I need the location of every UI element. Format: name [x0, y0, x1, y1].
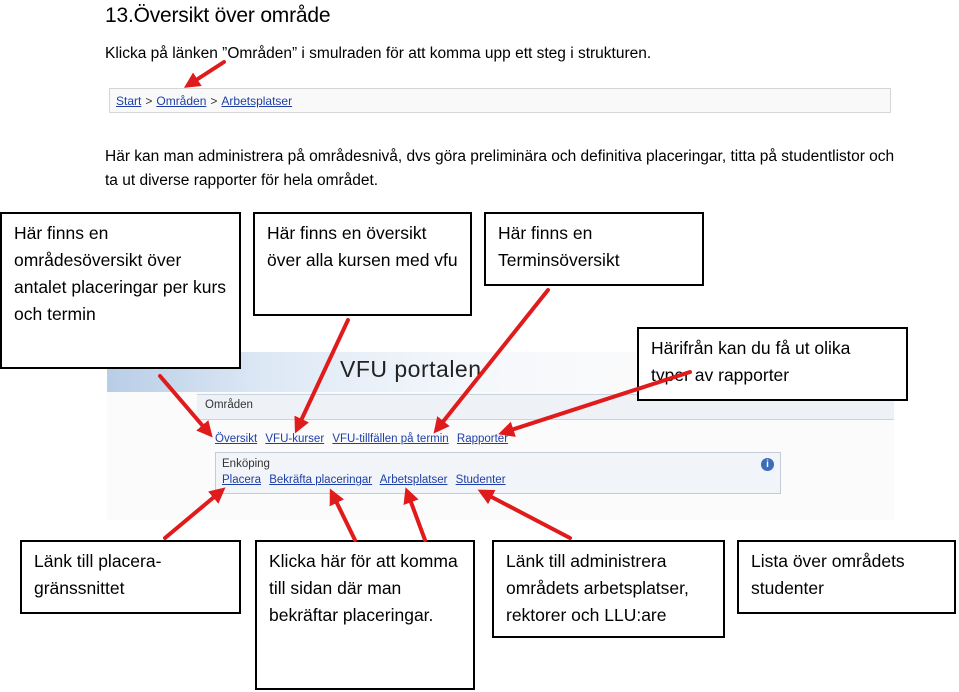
callout-bekrafta: Klicka här för att komma till sidan där man bekräftar placeringar. — [255, 540, 475, 690]
callout-rapporter: Härifrån kan du få ut olika typer av rapporter — [637, 327, 908, 401]
nav-vfu-kurser-link[interactable]: VFU-kurser — [265, 433, 325, 445]
breadcrumb-start-link[interactable]: Start — [116, 94, 142, 108]
breadcrumb-separator: > — [210, 94, 218, 108]
callout-kursoversikt: Här finns en översikt över alla kursen med vfu — [253, 212, 472, 316]
info-icon[interactable]: i — [761, 458, 774, 471]
callout-arbetsplatser: Länk till administrera områdets arbetsplatser, rektorer och LLU:are — [492, 540, 725, 638]
area-placera-link[interactable]: Placera — [222, 474, 261, 486]
area-arbetsplatser-link[interactable]: Arbetsplatser — [379, 474, 448, 486]
arrow-to-rapporter — [505, 372, 690, 432]
arrow-to-vfu-tillfallen — [438, 290, 548, 428]
description-text: Här kan man administrera på områdesnivå, dvs göra preliminära och definitiva placeringar, titta på studentlistor och ta ut diverse rapporter för hela området. — [105, 148, 895, 189]
heading-title: Översikt över område — [133, 4, 331, 27]
arrow-from-studenter — [484, 493, 570, 538]
intro-text: Klicka på länken ”Områden” i smulraden för att komma upp ett steg i strukturen. — [105, 45, 652, 62]
portal-title: VFU portalen — [340, 356, 482, 382]
nav-oversikt-link[interactable]: Översikt — [215, 433, 258, 445]
arrow-to-vfu-kurser — [298, 320, 348, 427]
arrow-to-oversikt — [160, 376, 208, 432]
nav-vfu-tillfallen-link[interactable]: VFU-tillfällen på termin — [332, 433, 449, 445]
callout-studenter: Lista över områdets studenter — [737, 540, 956, 614]
breadcrumb-omraden-link[interactable]: Områden — [156, 94, 207, 108]
breadcrumb-separator: > — [145, 94, 153, 108]
heading-number: 13. — [105, 4, 134, 27]
nav-rapporter-link[interactable]: Rapporter — [456, 433, 509, 445]
area-name: Enköping — [222, 458, 270, 470]
arrow-from-bekrafta — [333, 495, 355, 540]
area-studenter-link[interactable]: Studenter — [455, 474, 506, 486]
arrow-from-placera — [165, 492, 220, 538]
area-bekrafta-link[interactable]: Bekräfta placeringar — [269, 474, 373, 486]
arrow-to-breadcrumb — [190, 62, 224, 84]
callout-omradesoversikt: Här finns en områdesöversikt över antalet placeringar per kurs och termin — [0, 212, 241, 369]
section-label: Områden — [205, 399, 253, 411]
callout-terminsoversikt: Här finns en Terminsöversikt — [484, 212, 704, 286]
breadcrumb-arbetsplatser-link[interactable]: Arbetsplatser — [221, 94, 293, 108]
callout-placera: Länk till placera-gränssnittet — [20, 540, 241, 614]
arrow-from-arbetsplatser — [408, 494, 425, 540]
